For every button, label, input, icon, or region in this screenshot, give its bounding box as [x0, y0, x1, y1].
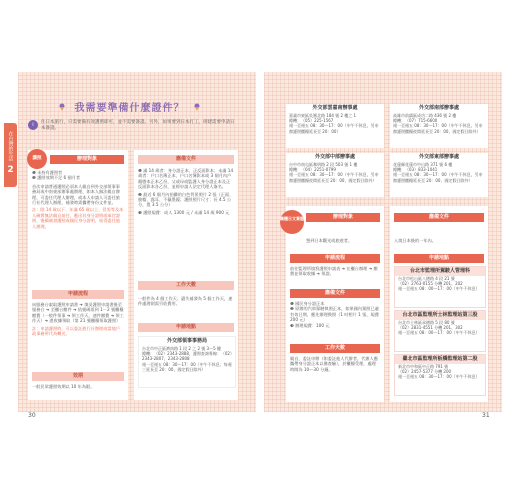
passport-badge: 護照 — [27, 149, 47, 169]
info-badge: i — [28, 120, 38, 130]
apply-text-body: 向服務台索取護照申請書 ➜ 填妥護照申請書後至服務台 ➜ 至櫃台繳件 ➜ 依號碼票到 1－2 號櫃檯繳費（一般件領事 ➜ 領工作天，速件繳費 ➜ 領工作天）➜ 憑收據領取（第 21 號櫃檯領取護照） — [32, 302, 124, 324]
target-line: 首次申請普通護照必須本人親自到外交部領事事務局或中南東部辦事處辦理，如本人無法親自辦理，可委任代理人辦理，或本人申請人可委任旅行社代理人辦理，補發時需攜帶身份文件並。 — [32, 183, 120, 206]
mvd-line: （02）2457-5377 分機 200 — [398, 369, 452, 375]
flow-text-2: 前往監理所填寫護照申請表 ➜ 在櫃台辦理 ➜ 繳費並領取收據 ➜ 領證。 — [290, 266, 378, 277]
apply-note: 註：申請護照時，可以委託旅行社辦理或當地戶政事務所代為轉送。 — [32, 325, 120, 337]
office-line: 週一至週五 08：30～17：00（中午不休息，另申辦護照櫃檯延長至 20：00） — [289, 123, 379, 134]
mvd-line: （02）2763-0155 分機 201、202 — [398, 281, 463, 287]
right-page-number: 31 — [482, 412, 490, 419]
days-text-2: 親自，委託申辦（如委託他人代辦者，代辦人應攜帶身分證正本以備查驗），於櫃檯受理，處理時間為 10～30 分鐘。 — [290, 356, 378, 372]
intro — [28, 120, 238, 132]
target-line: ❶ 未持有護照者 — [32, 170, 63, 175]
days-label: 工作天數 — [138, 281, 234, 290]
docs-label-2: 應備文件 — [394, 213, 484, 222]
docs-line: ❸ 護照規費：成人 1300 元 / 未滿 14 歲 900 元 — [138, 209, 230, 215]
target-note: 註：除 14 歲以下、年滿 65 歲以上、役男等及本人確實無法親自前往，應出具身分證明或軍官證明、後續補發護照或國民身分證明，始得委任他人辦理。 — [32, 207, 124, 229]
place-label: 申請地點 — [138, 323, 234, 332]
docs2-line: ❸ 辦理規費：100 元 — [290, 322, 330, 328]
mvd-line: 台北市松山區八德路 4 段 21 號 — [398, 276, 455, 281]
office-line: 花蓮縣花蓮市中山路 371 號 6 樓 — [393, 162, 453, 167]
office-line: 嘉義市東區吳鳳北路 184 號 2 樓之 1 — [289, 113, 357, 118]
docs-line: ❶ 滿 14 歲者：身分證正本、正反面影本；未滿 14 歲者：戶口名簿正本、戶口名簿影本或 3 個月內戶籍謄本正本乙份，父或母或監護人身分證正本及正反面影本各乙份，並經申請人法定代理人簽名。 — [138, 168, 234, 190]
mvd-card — [394, 310, 486, 352]
mvd-line: 週一至週五 08：00～17：00（中午不休息） — [398, 330, 480, 336]
target-line: ❷ 護照效期不足 6 個月者 — [32, 175, 81, 181]
page-title — [54, 99, 205, 114]
apply-text — [32, 302, 124, 336]
days-text: 一般件為 4 個工作天；遺失補發為 5 個工作天，速件處理則需另收費用。 — [138, 296, 233, 307]
office-name: 外交部東部辦事處 — [418, 154, 459, 160]
mvd-line: 台北市士林區承德路 5 段 80 號 — [398, 320, 455, 325]
office-card-east — [390, 153, 488, 197]
ice-cream-icon — [58, 103, 66, 111]
office-line: 總機：（02）2343-2888，護照查詢專線：（02）2343-2807、2343-2808 — [142, 351, 232, 362]
docs2-line: ❶ 國民身分證正本 — [290, 301, 325, 306]
office-line: 總機：（07）715-6600 — [393, 118, 438, 124]
office-line: 高雄市前鎮區成功二路 436 號 2 樓 — [393, 113, 457, 118]
office-name: 外交部雲嘉南辦事處 — [312, 105, 358, 111]
mvd-card — [394, 266, 486, 308]
docs2-list — [290, 301, 380, 328]
target-label-2: 辦理對象 — [306, 213, 380, 222]
docs-list — [138, 168, 234, 215]
apply-label: 申請流程 — [32, 290, 124, 299]
office-card-central — [286, 153, 384, 197]
office-card — [138, 336, 236, 388]
mvd-card — [394, 354, 486, 396]
chapter-label: 在台灣的生活 — [7, 131, 14, 161]
validity-label: 效期 — [32, 372, 124, 381]
visa-badge: 團體日文簽證 — [280, 210, 304, 234]
target-label: 辦理對象 — [50, 155, 124, 164]
flow-label-2: 申請流程 — [290, 254, 380, 263]
office-card-yunjianan — [286, 104, 384, 148]
mvd-line: （02）2831-4551 分機 201、302 — [398, 325, 463, 331]
office-line: 週一至週五 08：30～17：00（中午不休息，另申辦護照櫃檯延長至 20：00，國定假日除外） — [393, 172, 483, 183]
target-list — [32, 170, 124, 229]
place-label-2: 申請地點 — [394, 254, 484, 263]
mvd-line: 週一至週五 08：30～17：00（中午不休息） — [398, 374, 480, 380]
office-name: 外交部領事事務局 — [166, 338, 207, 344]
mvd-name: 台北市區監理所士林監理站第三股 — [395, 311, 485, 320]
mvd-name: 台北市監理所駕駛人管理科 — [395, 267, 485, 276]
chapter-number: 2 — [7, 165, 14, 175]
office-line: 台中市南屯區黎明路 2 段 503 號 1 樓 — [289, 162, 358, 167]
office-line: 週一至週五 08：30～17：00（中午不休息；每週三延長至 20：00，國定假日除外） — [142, 361, 232, 372]
mvd-name: 臺北市區監理所板橋監理站第二股 — [395, 355, 485, 364]
office-name: 外交部中部辦事處 — [314, 154, 355, 160]
docs2-line: ❷ 原辦的汽車駕駛執照正本，如果國內駕照已逾有效日期，應先辦理換照（1 吋相片 1 張，規費 200 元） — [290, 306, 379, 323]
office-line: 台北市中正區濟南路 1 段 2 之 2 號 3～5 樓 — [142, 346, 221, 351]
docs2-label: 應備文件 — [290, 289, 380, 298]
office-line: 週一至週五 08：30～17：00（中午不休息，另申辦護照櫃檯夜間延長至 20：00，國定假日除外） — [393, 123, 483, 134]
office-line: 總機：（05）225-1567 — [289, 118, 334, 124]
office-card-south — [390, 104, 488, 148]
chapter-tab — [4, 123, 17, 187]
office-line: 週一至週五 08：30～17：00（中午不休息，另申辦護照櫃檯夜間延長至 20：00，國定假日除外） — [289, 172, 379, 183]
mvd-line: 週一至週五 08：00～17：00（中午不休息） — [398, 286, 480, 292]
intro-text: 住日本旅行，只需要備有效護照即可，並不需要簽證。另外，如果要到日本打工，則建需要申請日本簽證。 — [41, 120, 235, 131]
office-line: 總機：（03）833-1041 — [393, 167, 438, 173]
mvd-line: 新北市中和區中正路 791 號 — [398, 364, 449, 369]
office-name: 外交部南部辦事處 — [418, 105, 459, 111]
target-text-2: 想到日本觀光或旅遊者。 — [306, 238, 353, 243]
validity-text: 一般民眾護照效期以 10 年為限。 — [32, 384, 95, 389]
docs-line: ❷ 最近 6 個月內拍攝的白色背景照片 2 張（正面、脫帽、露耳、不戴墨鏡；護照照片尺寸：長 4.5 公分，寬 3.5 公分） — [138, 191, 234, 208]
left-page-number: 30 — [28, 412, 36, 419]
page-title-text: 我需要準備什麼證件？ — [74, 103, 185, 114]
office-line: 總機：（04）2251-0799 — [289, 167, 336, 173]
docs-text-2: 入境日本後的一年內。 — [394, 238, 436, 243]
docs-label: 應備文件 — [138, 155, 234, 164]
ice-cream-icon — [193, 103, 201, 111]
days-label-2: 工作天數 — [290, 344, 380, 353]
